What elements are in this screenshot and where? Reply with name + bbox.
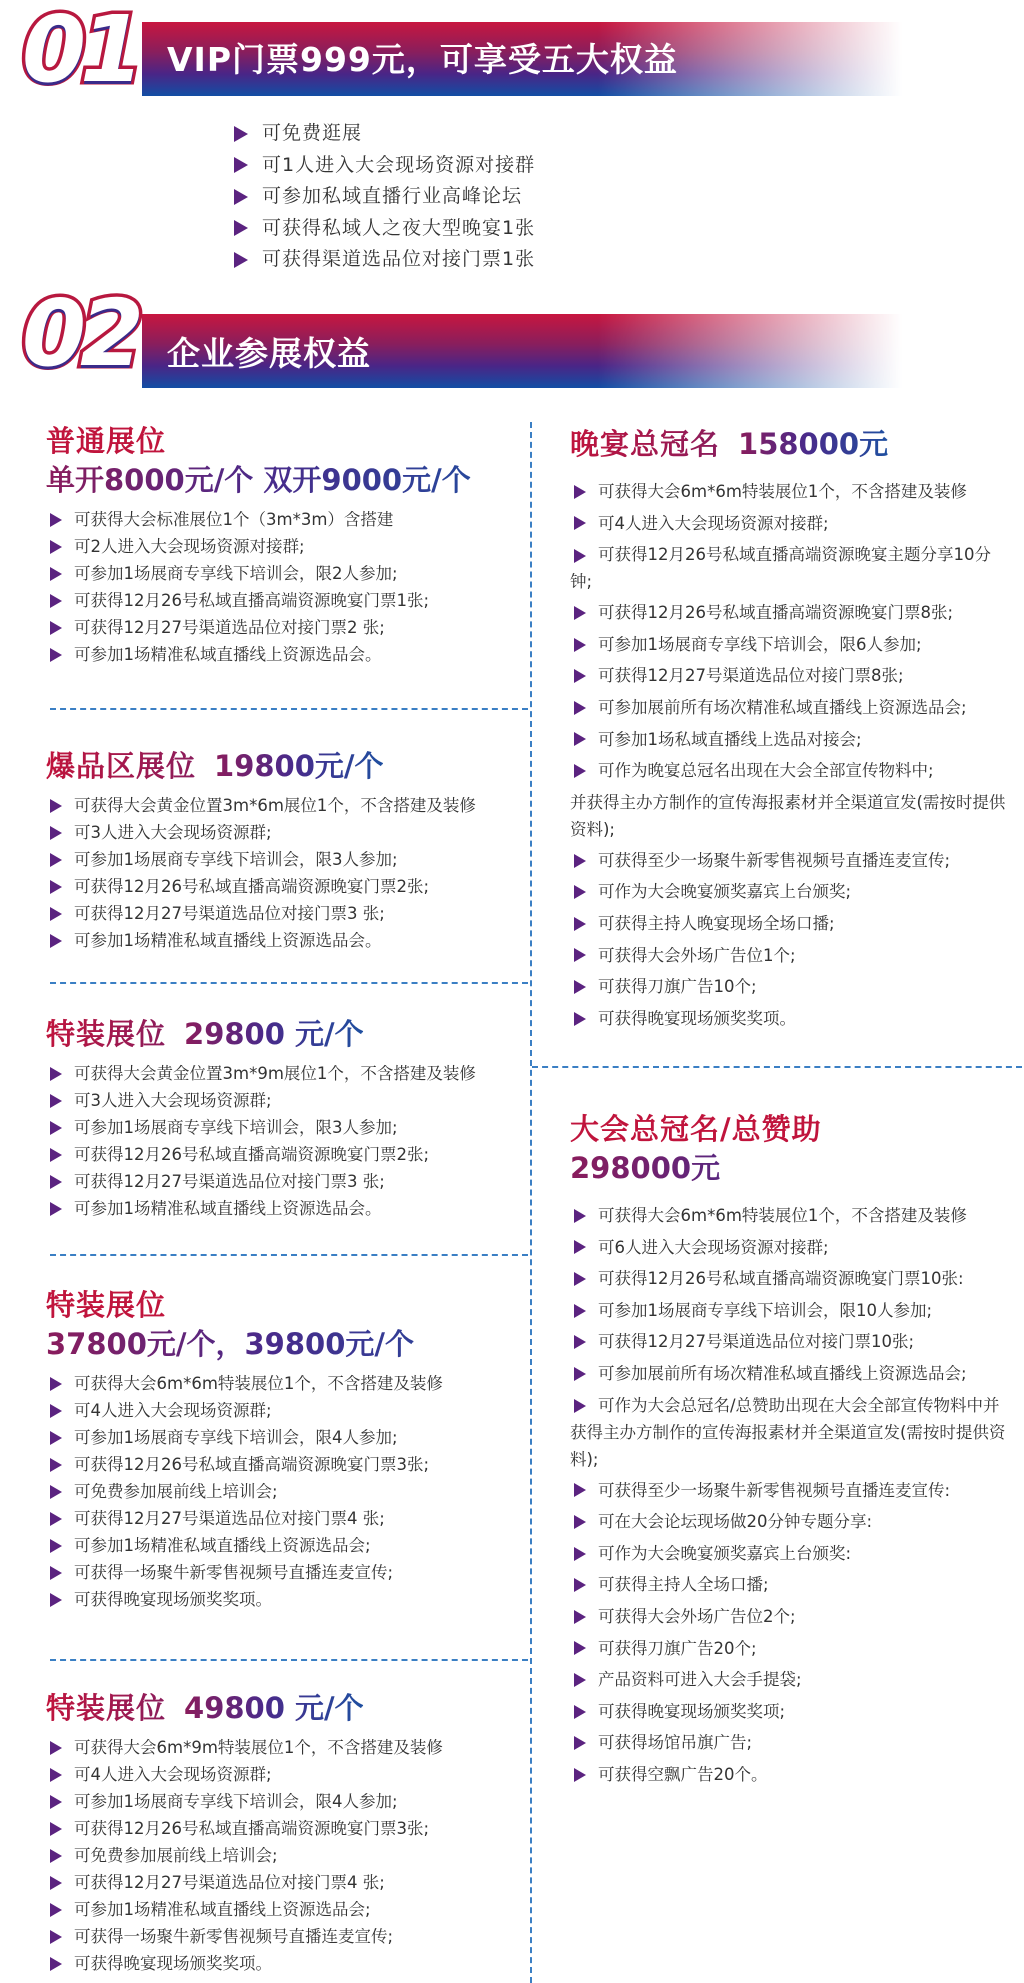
triangle-bullet-icon bbox=[50, 567, 62, 581]
list-item: 可4人进入大会现场资源对接群; bbox=[570, 508, 1010, 540]
triangle-bullet-icon bbox=[574, 516, 586, 530]
list-item: 可获得私域人之夜大型晚宴1张 bbox=[234, 213, 535, 245]
list-item: 可作为大会总冠名/总赞助出现在大会全部宣传物料中并获得主办方制作的宣传海报素材并全渠道宣发(需按时提供资料); bbox=[570, 1395, 1006, 1469]
list-item: 可获得空飘广告20个。 bbox=[570, 1759, 1010, 1791]
sponsor-card-conference-title bbox=[570, 1110, 1010, 1791]
triangle-bullet-icon bbox=[574, 1641, 586, 1655]
list-item: 可获得大会6m*6m特装展位1个，不含搭建及装修 bbox=[46, 1370, 526, 1397]
list-item: 可参加1场精准私域直播线上资源选品会。 bbox=[46, 1195, 526, 1222]
triangle-bullet-icon bbox=[50, 1566, 62, 1580]
card-price: 49800 元/个 bbox=[184, 1688, 364, 1728]
list-item: 可获得12月26号私域直播高端资源晚宴门票8张; bbox=[570, 597, 1010, 629]
card-price: 29800 元/个 bbox=[184, 1014, 364, 1054]
list-item: 可参加1场精准私域直播线上资源选品会; bbox=[46, 1896, 526, 1923]
triangle-bullet-icon bbox=[50, 1458, 62, 1472]
booth-card-special-49800 bbox=[46, 1688, 526, 1977]
list-item: 可获得场馆吊旗广告; bbox=[570, 1727, 1010, 1759]
triangle-bullet-icon bbox=[574, 1335, 586, 1349]
list-item: 可获得主持人全场口播; bbox=[570, 1569, 1010, 1601]
triangle-bullet-icon bbox=[574, 948, 586, 962]
triangle-bullet-icon bbox=[234, 126, 248, 142]
list-item: 可参加展前所有场次精准私域直播线上资源选品会; bbox=[570, 692, 1010, 724]
card-name: 爆品区展位 bbox=[46, 749, 197, 783]
triangle-bullet-icon bbox=[50, 799, 62, 813]
triangle-bullet-icon bbox=[50, 1593, 62, 1607]
list-item: 可获得一场聚牛新零售视频号直播连麦宣传; bbox=[46, 1923, 526, 1950]
triangle-bullet-icon bbox=[234, 252, 248, 268]
triangle-bullet-icon bbox=[50, 1849, 62, 1863]
triangle-bullet-icon bbox=[50, 1741, 62, 1755]
list-item: 产品资料可进入大会手提袋; bbox=[570, 1664, 1010, 1696]
triangle-bullet-icon bbox=[574, 1399, 586, 1413]
list-item: 可获得12月27号渠道选品位对接门票3 张; bbox=[46, 1168, 526, 1195]
card-benefit-list bbox=[46, 792, 526, 954]
triangle-bullet-icon bbox=[50, 1431, 62, 1445]
triangle-bullet-icon bbox=[50, 1903, 62, 1917]
list-item: 可获得晚宴现场颁奖奖项。 bbox=[46, 1586, 526, 1613]
list-item: 可获得12月27号渠道选品位对接门票4 张; bbox=[46, 1869, 526, 1896]
triangle-bullet-icon bbox=[574, 885, 586, 899]
triangle-bullet-icon bbox=[234, 189, 248, 205]
list-item: 可1人进入大会现场资源对接群 bbox=[234, 150, 535, 182]
list-item: 可参加1场私域直播线上选品对接会; bbox=[570, 724, 1010, 756]
triangle-bullet-icon bbox=[50, 540, 62, 554]
triangle-bullet-icon bbox=[50, 907, 62, 921]
card-price: 298000元 bbox=[570, 1148, 1010, 1188]
list-item: 可获得大会6m*6m特装展位1个，不含搭建及装修 bbox=[570, 476, 1010, 508]
booth-card-standard bbox=[46, 422, 526, 668]
list-item: 可获得至少一场聚牛新零售视频号直播连麦宣传; bbox=[570, 845, 1010, 877]
card-benefit-list bbox=[46, 1060, 526, 1222]
list-item: 可免费逛展 bbox=[234, 118, 535, 150]
list-item: 可获得12月26号私域直播高端资源晚宴门票2张; bbox=[46, 1141, 526, 1168]
triangle-bullet-icon bbox=[234, 157, 248, 173]
triangle-bullet-icon bbox=[50, 621, 62, 635]
list-item: 可4人进入大会现场资源群; bbox=[46, 1397, 526, 1424]
section-banner-exhibitor bbox=[22, 280, 1022, 387]
section-banner-vip bbox=[22, 0, 1022, 102]
list-item: 可获得12月26号私域直播高端资源晚宴门票1张; bbox=[46, 587, 526, 614]
triangle-bullet-icon bbox=[574, 1240, 586, 1254]
horizontal-divider bbox=[50, 708, 528, 710]
triangle-bullet-icon bbox=[50, 1094, 62, 1108]
triangle-bullet-icon bbox=[574, 1515, 586, 1529]
booth-card-hot-zone bbox=[46, 746, 526, 954]
list-item: 可4人进入大会现场资源群; bbox=[46, 1761, 526, 1788]
horizontal-divider bbox=[50, 1254, 528, 1256]
card-benefit-list bbox=[570, 476, 1010, 1034]
list-item: 可获得渠道选品位对接门票1张 bbox=[234, 244, 535, 276]
triangle-bullet-icon bbox=[50, 594, 62, 608]
list-item: 可获得主持人晚宴现场全场口播; bbox=[570, 908, 1010, 940]
triangle-bullet-icon bbox=[50, 1067, 62, 1081]
list-item: 可参加私域直播行业高峰论坛 bbox=[234, 181, 535, 213]
triangle-bullet-icon bbox=[574, 638, 586, 652]
list-item: 可参加展前所有场次精准私域直播线上资源选品会; bbox=[570, 1358, 1010, 1390]
list-item: 可获得12月27号渠道选品位对接门票4 张; bbox=[46, 1505, 526, 1532]
triangle-bullet-icon bbox=[50, 1404, 62, 1418]
card-benefit-list bbox=[46, 506, 526, 668]
triangle-bullet-icon bbox=[50, 1876, 62, 1890]
triangle-bullet-icon bbox=[50, 826, 62, 840]
list-item: 可3人进入大会现场资源群; bbox=[46, 1087, 526, 1114]
list-item: 可参加1场展商专享线下培训会，限2人参加; bbox=[46, 560, 526, 587]
card-benefit-list bbox=[46, 1370, 526, 1613]
triangle-bullet-icon bbox=[574, 732, 586, 746]
list-item: 可获得刀旗广告10个; bbox=[570, 971, 1010, 1003]
triangle-bullet-icon bbox=[574, 1547, 586, 1561]
triangle-bullet-icon bbox=[574, 549, 586, 563]
list-item: 可获得大会6m*9m特装展位1个，不含搭建及装修 bbox=[46, 1734, 526, 1761]
list-item: 可参加1场展商专享线下培训会，限3人参加; bbox=[46, 1114, 526, 1141]
triangle-bullet-icon bbox=[50, 1485, 62, 1499]
card-price: 37800元/个，39800元/个 bbox=[46, 1324, 526, 1364]
list-item: 可获得12月27号渠道选品位对接门票2 张; bbox=[46, 614, 526, 641]
list-item: 可参加1场展商专享线下培训会，限4人参加; bbox=[46, 1788, 526, 1815]
card-price: 单开8000元/个 双开9000元/个 bbox=[46, 460, 526, 500]
list-item: 可作为晚宴总冠名出现在大会全部宣传物料中; bbox=[570, 755, 1010, 787]
sponsor-card-banquet-title bbox=[570, 424, 1010, 1034]
triangle-bullet-icon bbox=[50, 934, 62, 948]
triangle-bullet-icon bbox=[50, 1957, 62, 1971]
card-price: 158000元 bbox=[738, 424, 888, 464]
list-item: 可参加1场展商专享线下培训会，限4人参加; bbox=[46, 1424, 526, 1451]
card-benefit-list bbox=[46, 1734, 526, 1977]
triangle-bullet-icon bbox=[50, 1930, 62, 1944]
triangle-bullet-icon bbox=[50, 1539, 62, 1553]
list-item: 可参加1场展商专享线下培训会，限10人参加; bbox=[570, 1295, 1010, 1327]
triangle-bullet-icon bbox=[50, 1121, 62, 1135]
triangle-bullet-icon bbox=[50, 1822, 62, 1836]
list-item: 可获得晚宴现场颁奖奖项; bbox=[570, 1696, 1010, 1728]
section-number: 01 bbox=[22, 0, 139, 103]
triangle-bullet-icon bbox=[50, 1512, 62, 1526]
card-name: 晚宴总冠名 bbox=[570, 427, 721, 461]
list-item: 可获得晚宴现场颁奖奖项。 bbox=[570, 1003, 1010, 1035]
list-item: 可参加1场精准私域直播线上资源选品会。 bbox=[46, 927, 526, 954]
list-item: 可获得大会黄金位置3m*6m展位1个，不含搭建及装修 bbox=[46, 792, 526, 819]
list-item: 可作为大会晚宴颁奖嘉宾上台颁奖: bbox=[570, 1538, 1010, 1570]
triangle-bullet-icon bbox=[574, 1673, 586, 1687]
triangle-bullet-icon bbox=[574, 1483, 586, 1497]
list-item: 可获得12月26号私域直播高端资源晚宴门票3张; bbox=[46, 1451, 526, 1478]
triangle-bullet-icon bbox=[574, 606, 586, 620]
list-item: 可获得12月27号渠道选品位对接门票10张; bbox=[570, 1326, 1010, 1358]
list-item: 可作为大会晚宴颁奖嘉宾上台颁奖; bbox=[570, 876, 1010, 908]
card-name: 特装展位 bbox=[46, 1691, 167, 1725]
triangle-bullet-icon bbox=[50, 853, 62, 867]
triangle-bullet-icon bbox=[574, 485, 586, 499]
triangle-bullet-icon bbox=[50, 1795, 62, 1809]
list-item: 可获得大会黄金位置3m*9m展位1个，不含搭建及装修 bbox=[46, 1060, 526, 1087]
list-item: 可获得12月27号渠道选品位对接门票3 张; bbox=[46, 900, 526, 927]
list-item-continuation: 并获得主办方制作的宣传海报素材并全渠道宣发(需按时提供资料); bbox=[570, 792, 1006, 839]
triangle-bullet-icon bbox=[574, 980, 586, 994]
list-item: 可获得12月26号私域直播高端资源晚宴主题分享10分钟; bbox=[570, 545, 991, 592]
list-item: 可获得大会外场广告位1个; bbox=[570, 940, 1010, 972]
card-name: 特装展位 bbox=[46, 1017, 167, 1051]
triangle-bullet-icon bbox=[50, 1377, 62, 1391]
card-name: 大会总冠名/总赞助 bbox=[570, 1112, 822, 1146]
triangle-bullet-icon bbox=[574, 1610, 586, 1624]
triangle-bullet-icon bbox=[574, 1705, 586, 1719]
triangle-bullet-icon bbox=[574, 764, 586, 778]
triangle-bullet-icon bbox=[574, 1304, 586, 1318]
triangle-bullet-icon bbox=[50, 880, 62, 894]
card-name: 特装展位 bbox=[46, 1288, 167, 1322]
section-number: 02 bbox=[22, 280, 139, 387]
list-item: 可参加1场精准私域直播线上资源选品会; bbox=[46, 1532, 526, 1559]
list-item: 可参加1场精准私域直播线上资源选品会。 bbox=[46, 641, 526, 668]
list-item: 可获得12月26号私域直播高端资源晚宴门票2张; bbox=[46, 873, 526, 900]
triangle-bullet-icon bbox=[50, 1175, 62, 1189]
vertical-divider bbox=[530, 422, 532, 1983]
triangle-bullet-icon bbox=[574, 917, 586, 931]
triangle-bullet-icon bbox=[50, 1202, 62, 1216]
list-item: 可获得大会标准展位1个（3m*3m）含搭建 bbox=[46, 506, 526, 533]
list-item: 可获得晚宴现场颁奖奖项。 bbox=[46, 1950, 526, 1977]
horizontal-divider bbox=[50, 1659, 528, 1661]
triangle-bullet-icon bbox=[574, 1768, 586, 1782]
list-item: 可6人进入大会现场资源对接群; bbox=[570, 1232, 1010, 1264]
list-item: 可2人进入大会现场资源对接群; bbox=[46, 533, 526, 560]
vip-benefit-list bbox=[234, 118, 535, 276]
triangle-bullet-icon bbox=[574, 854, 586, 868]
booth-card-special-37800 bbox=[46, 1286, 526, 1613]
list-item: 可参加1场展商专享线下培训会，限3人参加; bbox=[46, 846, 526, 873]
list-item: 可免费参加展前线上培训会; bbox=[46, 1478, 526, 1505]
section-title: VIP门票999元，可享受五大权益 bbox=[167, 40, 678, 79]
card-name: 普通展位 bbox=[46, 424, 167, 458]
list-item: 可获得大会6m*6m特装展位1个，不含搭建及装修 bbox=[570, 1200, 1010, 1232]
triangle-bullet-icon bbox=[574, 1367, 586, 1381]
triangle-bullet-icon bbox=[50, 513, 62, 527]
list-item: 可获得至少一场聚牛新零售视频号直播连麦宣传: bbox=[570, 1475, 1010, 1507]
triangle-bullet-icon bbox=[50, 648, 62, 662]
triangle-bullet-icon bbox=[574, 1736, 586, 1750]
list-item: 可获得一场聚牛新零售视频号直播连麦宣传; bbox=[46, 1559, 526, 1586]
list-item: 可在大会论坛现场做20分钟专题分享: bbox=[570, 1506, 1010, 1538]
list-item: 可免费参加展前线上培训会; bbox=[46, 1842, 526, 1869]
triangle-bullet-icon bbox=[574, 1209, 586, 1223]
triangle-bullet-icon bbox=[574, 1012, 586, 1026]
list-item: 可参加1场展商专享线下培训会，限6人参加; bbox=[570, 629, 1010, 661]
card-benefit-list bbox=[570, 1200, 1010, 1791]
triangle-bullet-icon bbox=[50, 1148, 62, 1162]
list-item: 可获得12月26号私域直播高端资源晚宴门票3张; bbox=[46, 1815, 526, 1842]
horizontal-divider bbox=[532, 1066, 1022, 1068]
triangle-bullet-icon bbox=[574, 1272, 586, 1286]
booth-card-special-29800 bbox=[46, 1014, 526, 1222]
section-title: 企业参展权益 bbox=[167, 334, 371, 373]
list-item: 可获得12月27号渠道选品位对接门票8张; bbox=[570, 660, 1010, 692]
list-item: 可3人进入大会现场资源群; bbox=[46, 819, 526, 846]
list-item: 可获得刀旗广告20个; bbox=[570, 1633, 1010, 1665]
card-price: 19800元/个 bbox=[214, 746, 383, 786]
triangle-bullet-icon bbox=[574, 701, 586, 715]
triangle-bullet-icon bbox=[574, 669, 586, 683]
triangle-bullet-icon bbox=[574, 1578, 586, 1592]
triangle-bullet-icon bbox=[50, 1768, 62, 1782]
list-item: 可获得大会外场广告位2个; bbox=[570, 1601, 1010, 1633]
triangle-bullet-icon bbox=[234, 220, 248, 236]
horizontal-divider bbox=[50, 982, 528, 984]
list-item: 可获得12月26号私域直播高端资源晚宴门票10张: bbox=[570, 1263, 1010, 1295]
